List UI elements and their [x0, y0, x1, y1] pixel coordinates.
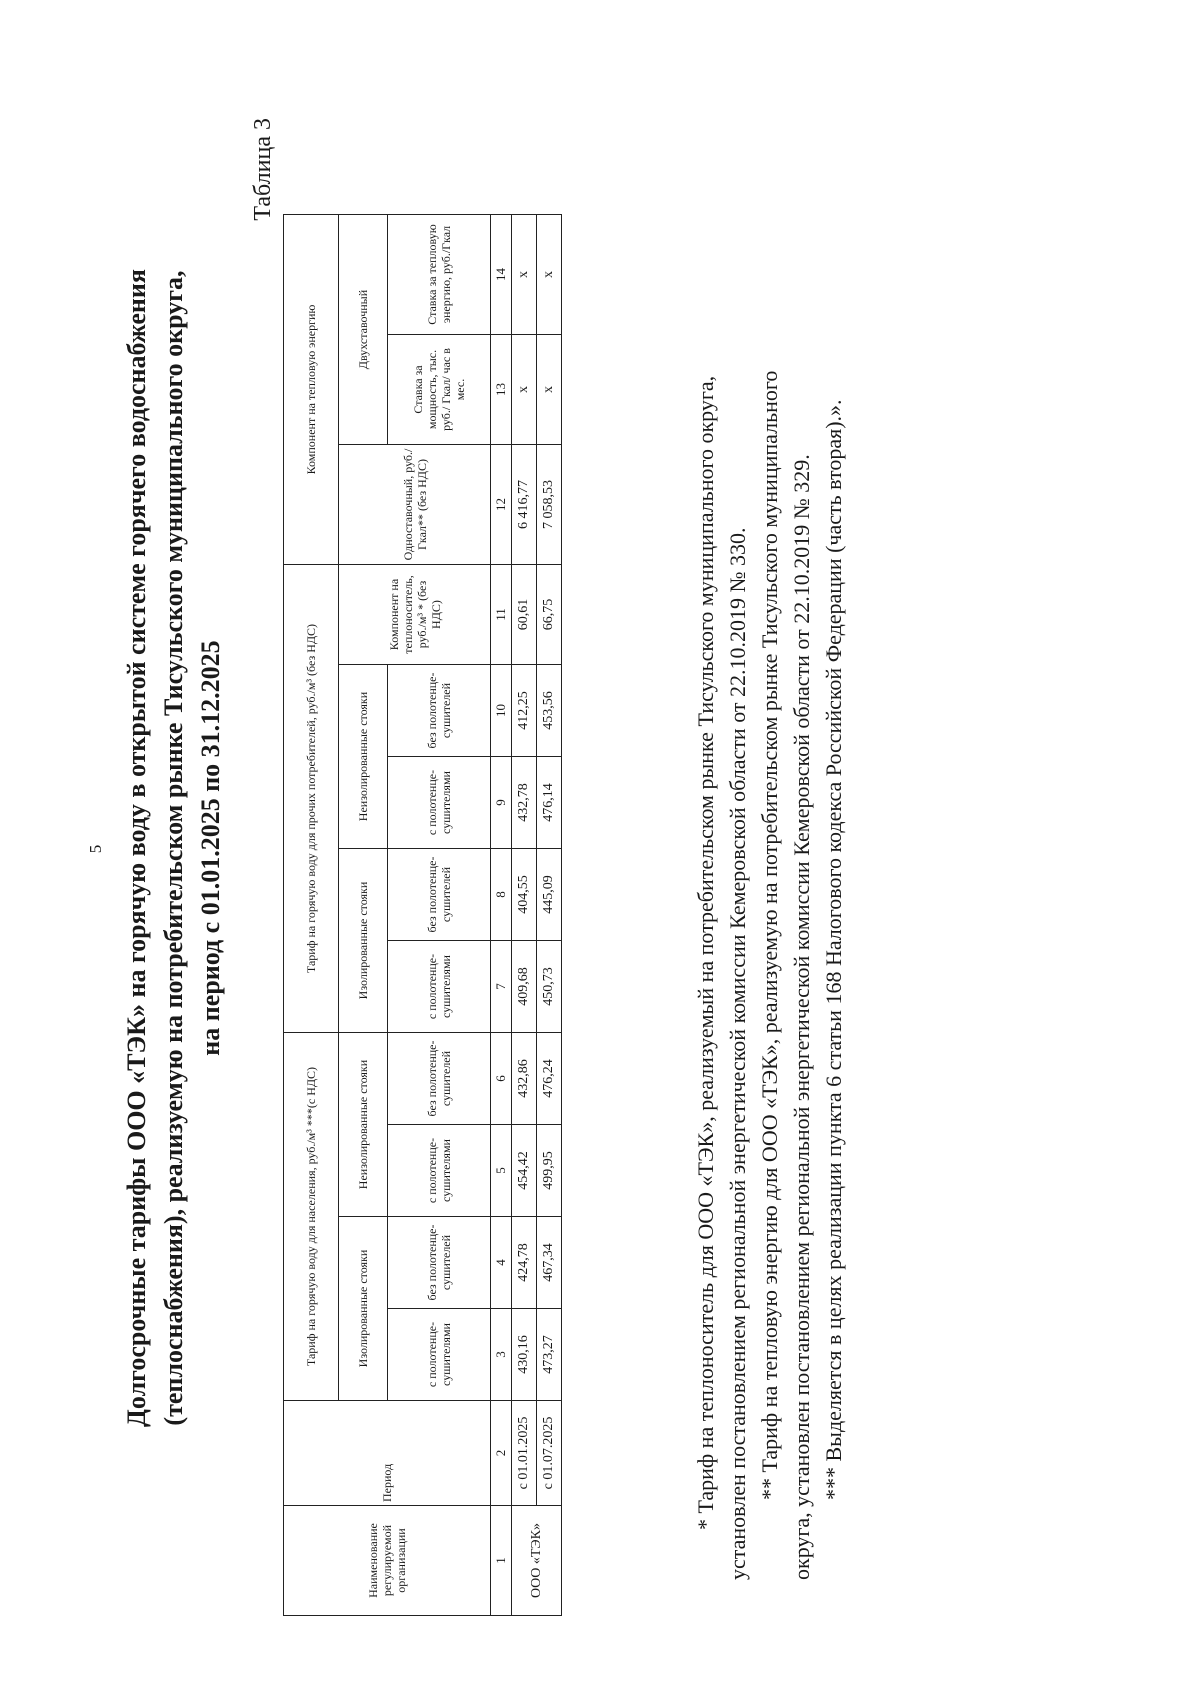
header-non-isolated-risers: Неизолированные стояки	[339, 1033, 388, 1217]
value-cell: 476,14	[537, 757, 562, 849]
header-without-towel-dryers: без полотенце-сушителей	[388, 849, 491, 941]
column-number: 14	[491, 215, 512, 335]
header-coolant-component: Компонент на теплоноситель, руб./м³ * (без НДС)	[339, 565, 491, 665]
header-isolated-risers: Изолированные стояки	[339, 1217, 388, 1401]
value-cell: 412,25	[512, 665, 537, 757]
title-line-1: Долгосрочные тарифы ООО «ТЭК» на горячую воду в открытой системе горячего водоснабжения	[122, 269, 151, 1427]
table-row	[537, 215, 562, 1616]
value-cell: x	[537, 335, 562, 445]
header-org-name: Наименование регулируемой организации	[284, 1506, 491, 1616]
title-line-3: на период с 01.01.2025 по 31.12.2025	[196, 640, 225, 1056]
value-cell: 454,42	[512, 1125, 537, 1217]
value-cell: x	[512, 335, 537, 445]
value-cell: 499,95	[537, 1125, 562, 1217]
column-number: 8	[491, 849, 512, 941]
page-number: 5	[86, 844, 105, 854]
header-single-rate: Одноставочный, руб./Гкал** (без НДС)	[339, 445, 491, 565]
period-cell: с 01.07.2025	[537, 1401, 562, 1506]
header-capacity-rate: Ставка за мощность, тыс. руб./ Гкал/ час в мес.	[388, 335, 491, 445]
value-cell: 404,55	[512, 849, 537, 941]
title-line-2: (теплоснабжения), реализуемую на потребительском рынке Тисульского муниципального округа,	[159, 270, 188, 1426]
header-with-towel-dryers: с полотенце-сушителями	[388, 1309, 491, 1401]
value-cell: 450,73	[537, 941, 562, 1033]
header-non-isolated-risers-2: Неизолированные стояки	[339, 665, 388, 849]
tariff-table	[283, 214, 562, 1616]
table-label: Таблица 3	[250, 118, 276, 221]
value-cell: 6 416,77	[512, 445, 537, 565]
period-cell: с 01.01.2025	[512, 1401, 537, 1506]
value-cell: 409,68	[512, 941, 537, 1033]
footnote-1-line-2: установлен постановлением региональной энергетической комиссии Кемеровской области от 22.10.2019 № 330.	[725, 527, 750, 1580]
column-number: 7	[491, 941, 512, 1033]
column-number: 12	[491, 445, 512, 565]
header-without-towel-dryers: без полотенце-сушителей	[388, 665, 491, 757]
header-with-towel-dryers: с полотенце-сушителями	[388, 1125, 491, 1217]
header-period: Период	[284, 1401, 491, 1506]
value-cell: 453,56	[537, 665, 562, 757]
column-number: 13	[491, 335, 512, 445]
value-cell: 467,34	[537, 1217, 562, 1309]
footnote-1-line-1: * Тариф на теплоноситель для ООО «ТЭК», реализуемый на потребительском рынке Тисульского муниципального округа,	[693, 375, 718, 1530]
value-cell: 424,78	[512, 1217, 537, 1309]
column-number: 4	[491, 1217, 512, 1309]
value-cell: 432,78	[512, 757, 537, 849]
value-cell: 7 058,53	[537, 445, 562, 565]
column-number: 11	[491, 565, 512, 665]
value-cell: 445,09	[537, 849, 562, 941]
value-cell: 473,27	[537, 1309, 562, 1401]
column-number: 1	[491, 1506, 512, 1616]
document-title	[118, 148, 229, 1548]
header-tariff-other: Тариф на горячую воду для прочих потребителей, руб./м³ (без НДС)	[284, 565, 339, 1033]
column-number: 2	[491, 1401, 512, 1506]
header-thermal-energy-component: Компонент на тепловую энергию	[284, 215, 339, 565]
column-number: 10	[491, 665, 512, 757]
value-cell: 60,61	[512, 565, 537, 665]
header-with-towel-dryers: с полотенце-сушителями	[388, 757, 491, 849]
value-cell: x	[537, 215, 562, 335]
footnotes	[690, 120, 850, 1580]
value-cell: 432,86	[512, 1033, 537, 1125]
value-cell: 66,75	[537, 565, 562, 665]
table-row	[512, 215, 537, 1616]
org-name-cell: ООО «ТЭК»	[512, 1506, 562, 1616]
footnote-3: *** Выделяется в целях реализации пункта 6 статьи 168 Налогового кодекса Российской Федерации (часть вторая).».	[821, 399, 846, 1500]
header-two-rate: Двухставочный	[339, 215, 388, 445]
header-without-towel-dryers: без полотенце-сушителей	[388, 1033, 491, 1125]
header-energy-rate: Ставка за тепловую энергию, руб./Гкал	[388, 215, 491, 335]
column-number: 9	[491, 757, 512, 849]
column-number: 3	[491, 1309, 512, 1401]
column-number: 6	[491, 1033, 512, 1125]
header-without-towel-dryers: без полотенце-сушителей	[388, 1217, 491, 1309]
footnote-2-line-1: ** Тариф на тепловую энергию для ООО «ТЭК», реализуемую на потребительском рынке Тисульского муниципального	[757, 370, 782, 1500]
column-number-row	[491, 215, 512, 1616]
column-number: 5	[491, 1125, 512, 1217]
footnote-2-line-2: округа, установлен постановлением региональной энергетической комиссии Кемеровской области от 22.10.2019 № 329.	[789, 454, 814, 1580]
value-cell: 430,16	[512, 1309, 537, 1401]
header-with-towel-dryers: с полотенце-сушителями	[388, 941, 491, 1033]
value-cell: x	[512, 215, 537, 335]
value-cell: 476,24	[537, 1033, 562, 1125]
header-isolated-risers-2: Изолированные стояки	[339, 849, 388, 1033]
header-tariff-population: Тариф на горячую воду для населения, руб./м³ ***(с НДС)	[284, 1033, 339, 1401]
